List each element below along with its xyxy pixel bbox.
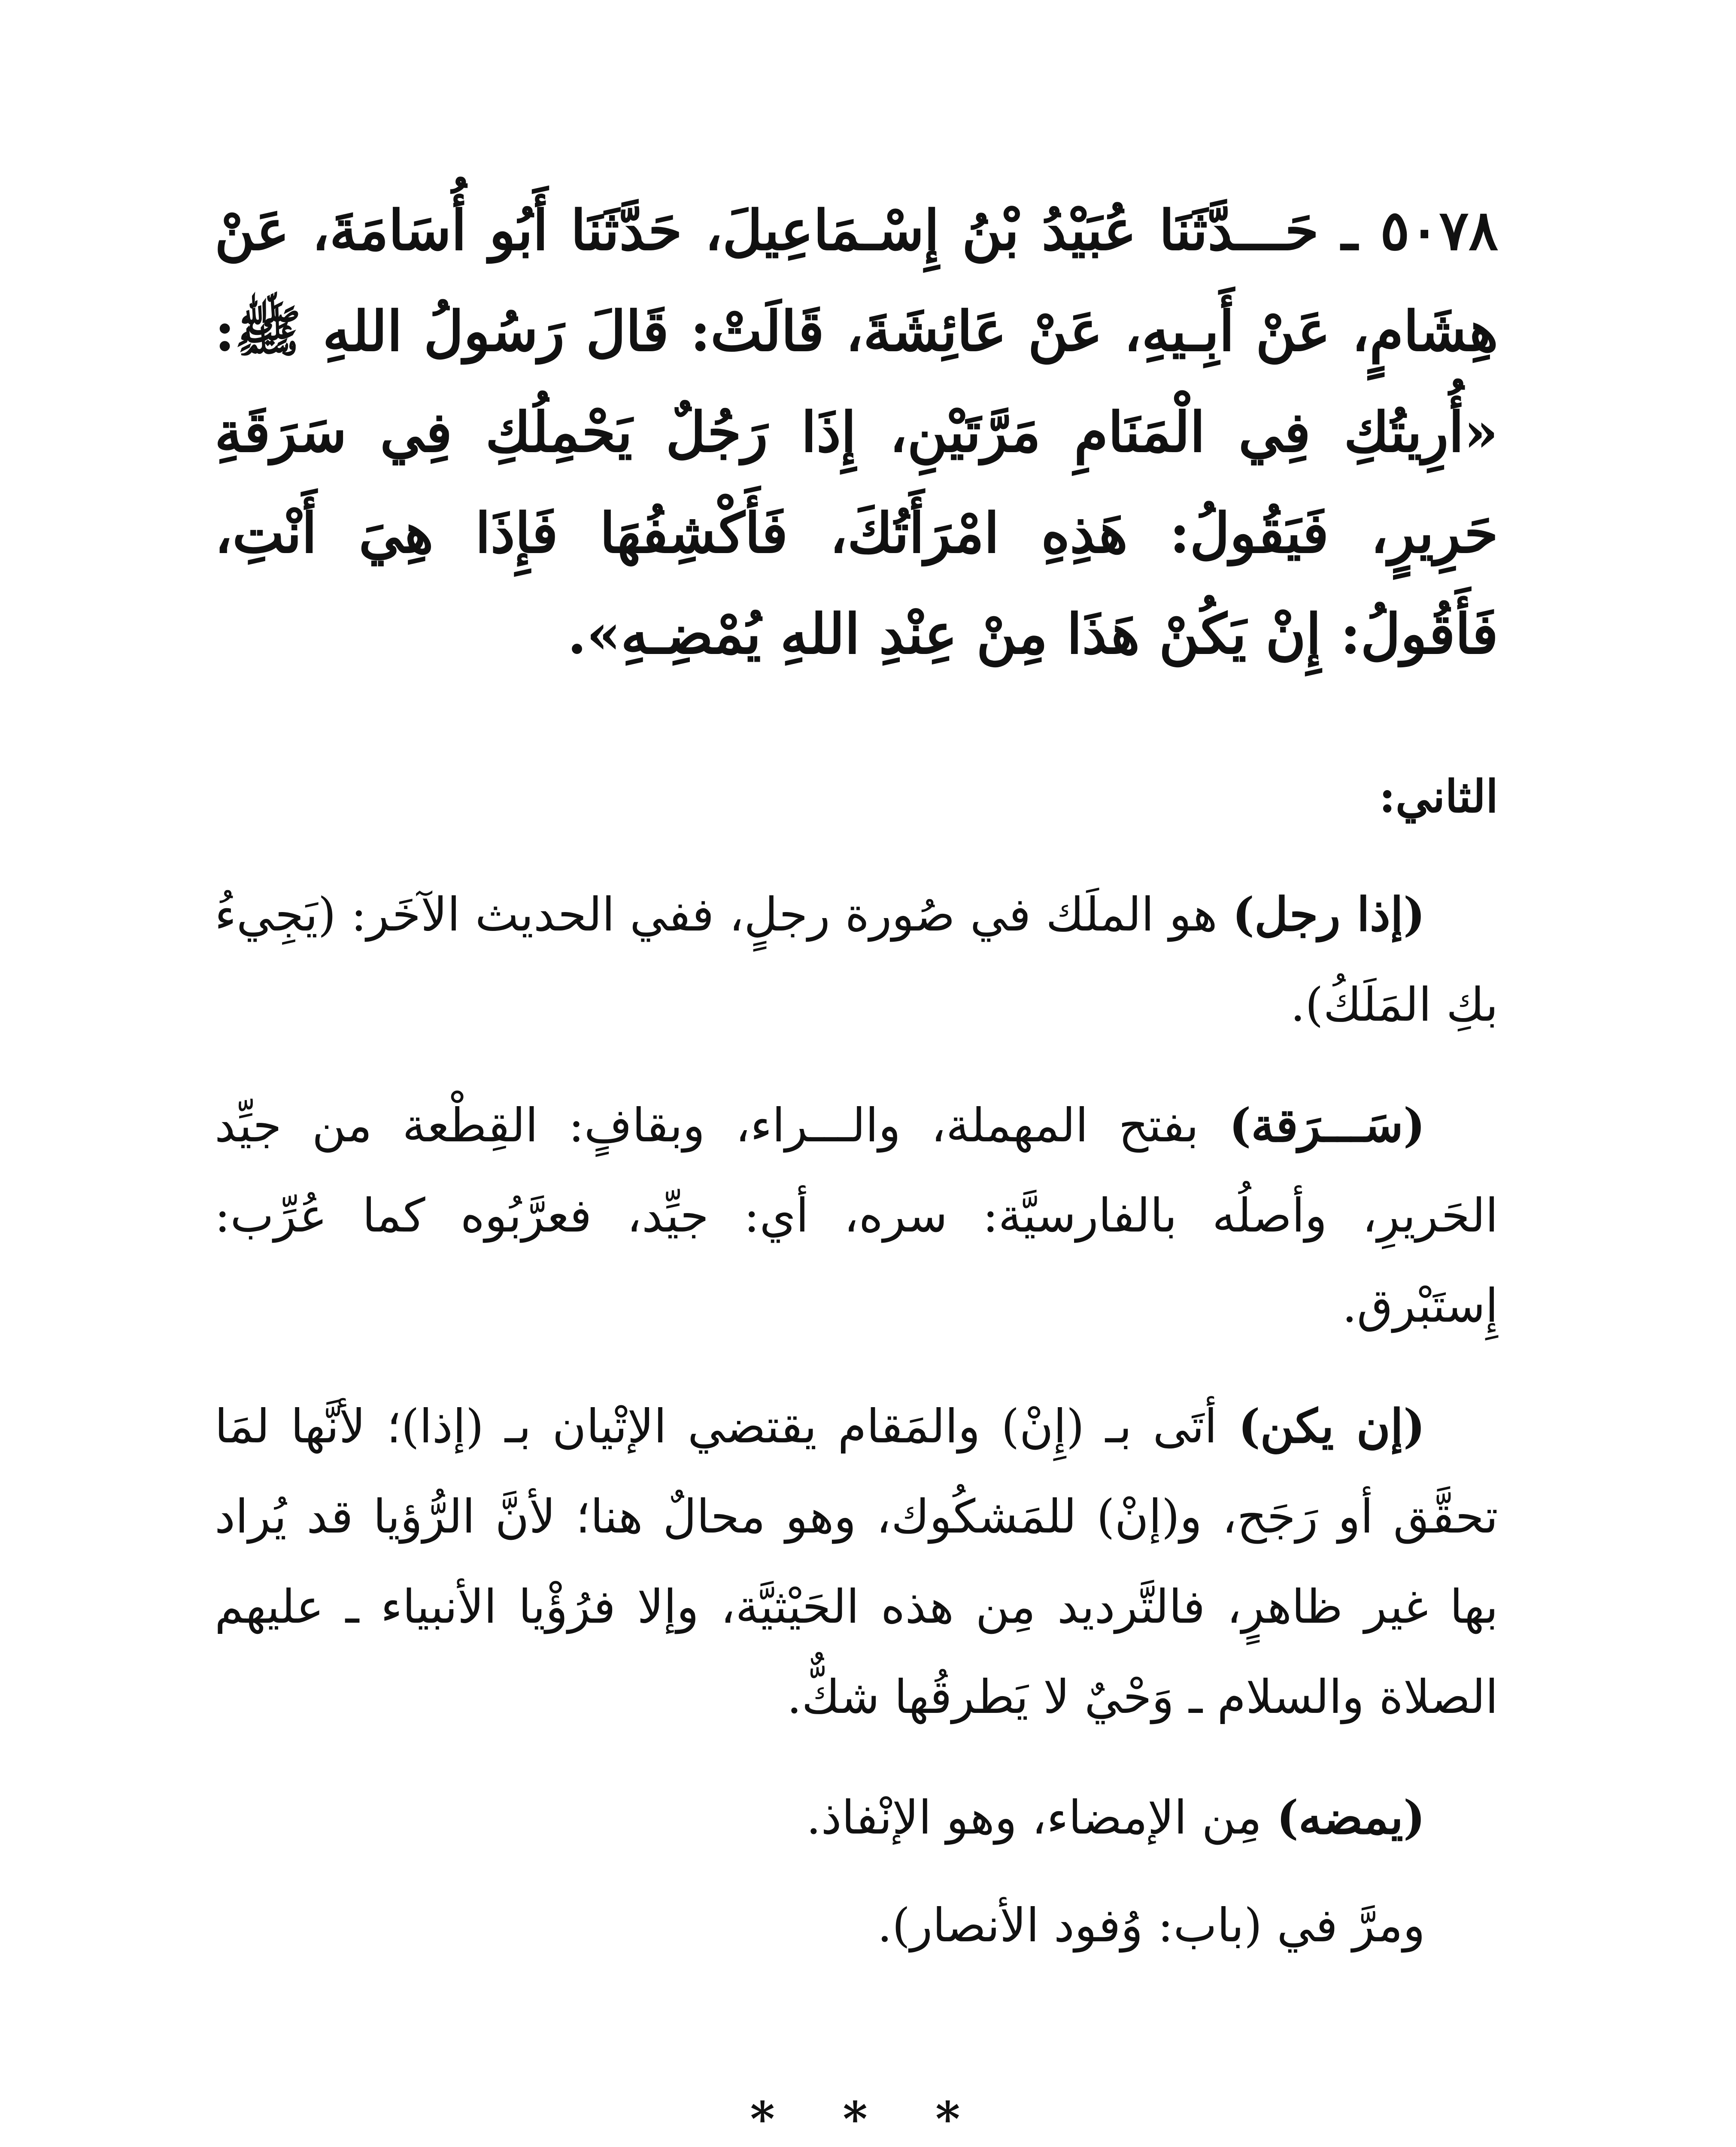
page-content: [215, 180, 1498, 1988]
commentary-text: مِن الإمضاء، وهو الإنْفاذ.: [806, 1791, 1277, 1845]
commentary-paragraph: [215, 1880, 1498, 1971]
commentary-term: (يمضه): [1276, 1791, 1425, 1845]
commentary-term: (إذا رجل): [1232, 888, 1425, 942]
commentary-text: ومرَّ في (باب: وُفود الأنصار).: [877, 1899, 1425, 1952]
commentary-title: الثاني:: [1379, 770, 1498, 823]
commentary-text: بفتح المهملة، والـــراء، وبقافٍ: القِطْعة من جيِّد الحَريرِ، وأصلُه بالفارسيَّة: سره، أي: جيِّد، فعرَّبُوه كما عُرِّب: إِستَبْرق.: [215, 1099, 1498, 1333]
hadith-number: ٥٠٧٨: [1380, 198, 1499, 263]
commentary-text: أتَى بـ (إِنْ) والمَقام يقتضي الإتْيان بـ (إذا)؛ لأنَّها لمَا تحقَّق أو رَجَح، و(إنْ) للمَشكُوك، وهو محالٌ هنا؛ لأنَّ الرُّؤيا قد يُراد بها غير ظاهرٍ، فالتَّرديد مِن هذه الحَيْثيَّة، وإلا فرُؤْيا الأنبياء ـ عليهم الصلاة والسلام ـ وَحْيٌ لا يَطرقُها شكٌّ.: [215, 1400, 1499, 1724]
commentary-term: (سَـــرَقة): [1229, 1098, 1425, 1153]
section-separator-stars: * * *: [750, 2091, 986, 2147]
hadith-text-block: [215, 180, 1498, 685]
hadith-body: حَـــدَّثَنَا عُبَيْدُ بْنُ إِسْـمَاعِيلَ، حَدَّثَنَا أَبُو أُسَامَةَ، عَنْ هِشَامٍ، عَنْ أَبِـيهِ، عَنْ عَائِشَةَ، قَالَتْ: قَالَ رَسُولُ اللهِ ﷺ: «أُرِيتُكِ فِي الْمَنَامِ مَرَّتَيْنِ، إِذَا رَجُلٌ يَحْمِلُكِ فِي سَرَقَةِ حَرِيرٍ، فَيَقُولُ: هَذِهِ امْرَأَتُكَ، فَأَكْشِفُهَا فَإِذَا هِيَ أَنْتِ، فَأَقُولُ: إِنْ يَكُنْ هَذَا مِنْ عِنْدِ اللهِ يُمْضِـهِ».: [215, 198, 1498, 666]
commentary-paragraph: [215, 1381, 1498, 1743]
commentary-paragraph: [215, 1080, 1498, 1351]
commentary-term: (إن يكن): [1238, 1399, 1426, 1454]
commentary-paragraph: [215, 1773, 1498, 1863]
hadith-number-separator: ـ: [1319, 198, 1381, 263]
commentary-paragraph: [215, 870, 1498, 1050]
commentary-text: هو الملَك في صُورة رجلٍ، ففي الحديث الآخَر: (يَجِيءُ بكِ المَلَكُ).: [215, 888, 1498, 1032]
